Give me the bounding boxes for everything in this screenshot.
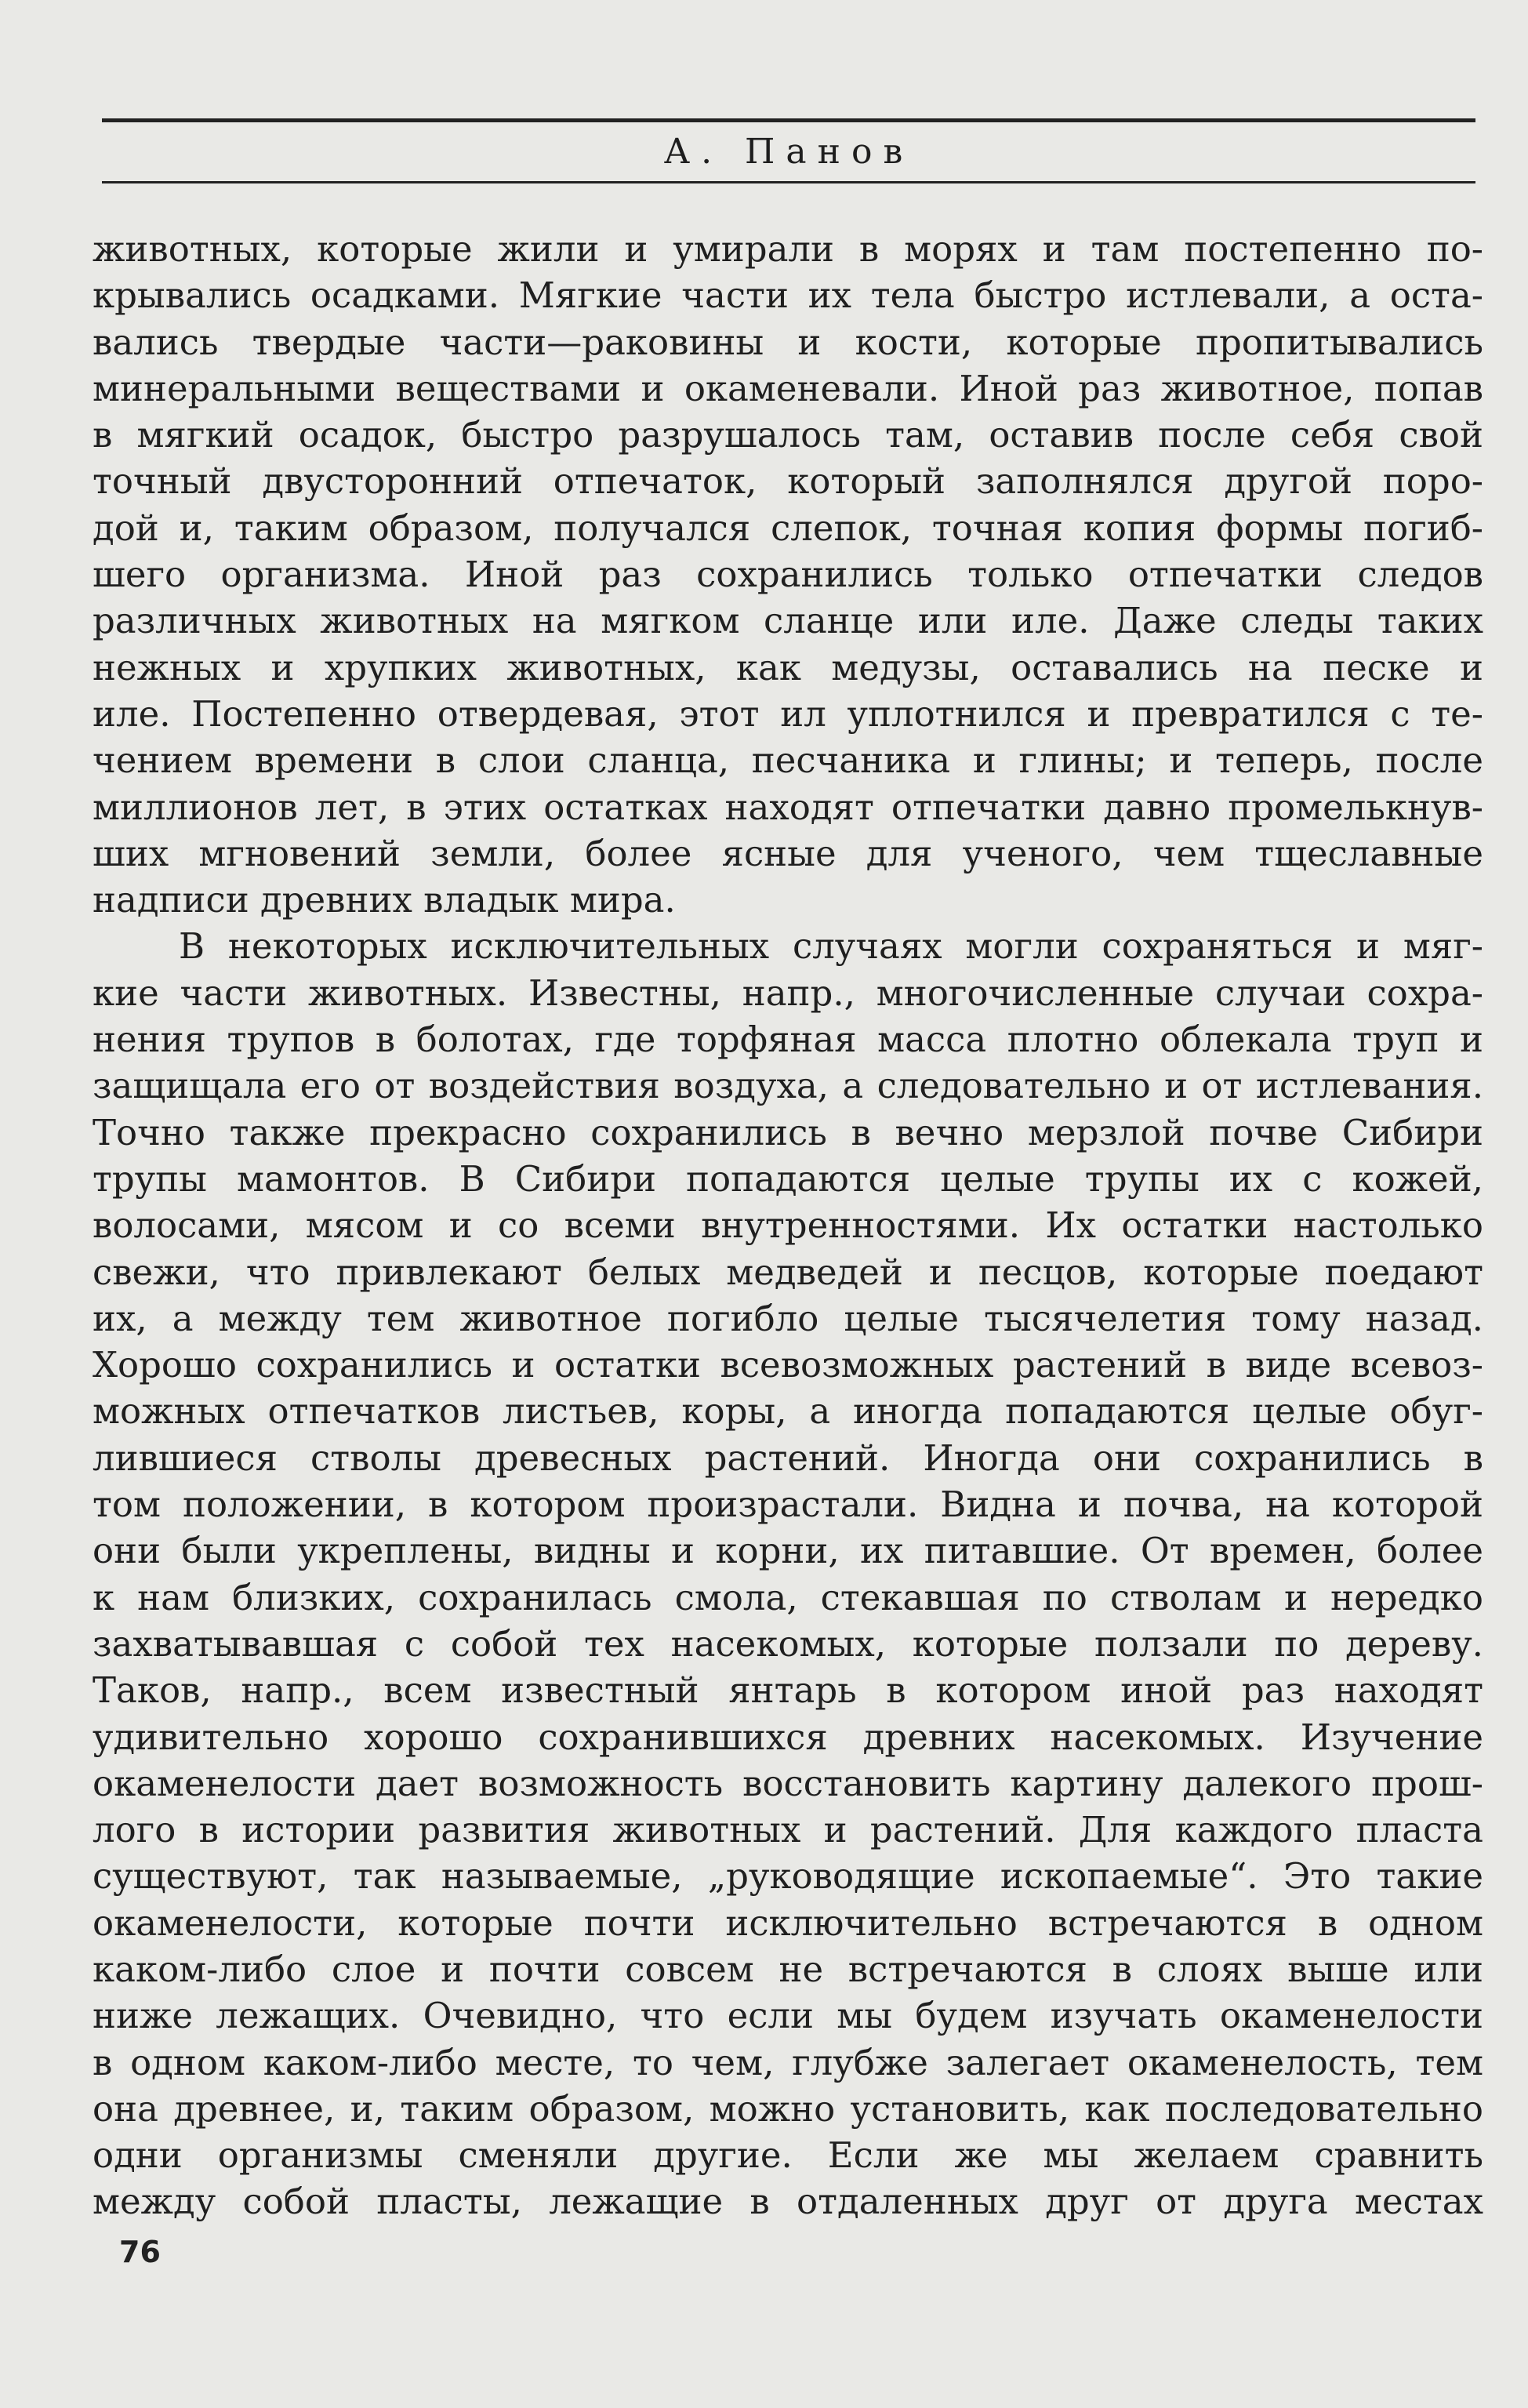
text-line: можных отпечатков листьев, коры, а иногда попадаются целые обуг- [93,1390,1483,1433]
text-line: существуют, так называемые, „руководящие ископаемые“. Это такие [93,1855,1483,1898]
text-line: кие части животных. Известны, напр., многочисленные случаи сохра- [93,972,1483,1014]
text-line: захватывавшая с собой тех насекомых, которые ползали по дереву. [93,1622,1483,1665]
text-line: крывались осадками. Мягкие части их тела быстро истлевали, а оста- [93,274,1483,317]
text-line: в мягкий осадок, быстро разрушалось там, оставив после себя свой [93,414,1483,456]
paragraph [93,923,1483,2225]
text-line: дой и, таким образом, получался слепок, точная копия формы погиб- [93,507,1483,549]
text-line: каком-либо слое и почти совсем не встречаются в слоях выше или [93,1948,1483,1990]
header-bottom-rule [102,181,1475,183]
text-line: лого в истории развития животных и растений. Для каждого пласта [93,1809,1483,1851]
text-line: Хорошо сохранились и остатки всевозможных растений в виде всевоз- [93,1344,1483,1386]
text-line: волосами, мясом и со всеми внутренностями. Их остатки настолько [93,1204,1483,1247]
text-line: чением времени в слои сланца, песчаника и глины; и теперь, после [93,739,1483,782]
text-line: она древнее, и, таким образом, можно установить, как последовательно [93,2087,1483,2130]
text-line: миллионов лет, в этих остатках находят отпечатки давно промелькнув- [93,786,1483,828]
text-line: В некоторых исключительных случаях могли сохраняться и мяг- [179,925,1483,968]
text-line: надписи древних владык мира. [93,879,676,921]
header-top-rule [102,118,1475,122]
text-line: шего организма. Иной раз сохранились только отпечатки следов [93,554,1483,596]
text-line: они были укреплены, видны и корни, их питавшие. От времен, более [93,1530,1483,1572]
text-line: иле. Постепенно отвердевая, этот ил уплотнился и превратился с те- [93,692,1483,735]
text-line: одни организмы сменяли другие. Если же мы желаем сравнить [93,2134,1483,2177]
text-line: нения трупов в болотах, где торфяная масса плотно облекала труп и [93,1019,1483,1061]
text-line: Таков, напр., всем известный янтарь в котором иной раз находят [93,1669,1483,1712]
text-line: нежных и хрупких животных, как медузы, оставались на песке и [93,646,1483,688]
text-line: вались твердые части—раковины и кости, которые пропитывались [93,321,1483,363]
body-text [93,226,1483,2225]
text-line: окаменелости, которые почти исключительно встречаются в одном [93,1901,1483,1944]
text-line: лившиеся стволы древесных растений. Иногда они сохранились в [93,1436,1483,1479]
text-line: ших мгновений земли, более ясные для ученого, чем тщеславные [93,832,1483,874]
text-line: защищала его от воздействия воздуха, а следовательно и от истлевания. [93,1065,1483,1107]
text-line: ниже лежащих. Очевидно, что если мы будем изучать окаменелости [93,1995,1483,2037]
text-line: их, а между тем животное погибло целые тысячелетия тому назад. [93,1297,1483,1339]
text-line: удивительно хорошо сохранившихся древних насекомых. Изучение [93,1716,1483,1758]
text-line: животных, которые жили и умирали в морях и там постепенно по- [93,228,1483,270]
page-number: 76 [119,2235,161,2269]
running-head: А. Панов [663,132,914,172]
text-line: в одном каком-либо месте, то чем, глубже залегает окаменелость, тем [93,2041,1483,2083]
text-line: Точно также прекрасно сохранились в вечно мерзлой почве Сибири [93,1111,1483,1153]
text-line: между собой пласты, лежащие в отдаленных друг от друга местах [93,2181,1483,2223]
text-line: свежи, что привлекают белых медведей и песцов, которые поедают [93,1251,1483,1293]
paragraph [93,226,1483,923]
text-line: окаменелости дает возможность восстановить картину далекого прош- [93,1762,1483,1804]
text-line: том положении, в котором произрастали. Видна и почва, на которой [93,1484,1483,1526]
text-line: различных животных на мягком сланце или иле. Даже следы таких [93,600,1483,642]
text-line: трупы мамонтов. В Сибири попадаются целые трупы их с кожей, [93,1157,1483,1200]
text-line: точный двусторонний отпечаток, который заполнялся другой поро- [93,460,1483,503]
text-line: к нам близких, сохранилась смола, стекавшая по стволам и нередко [93,1576,1483,1618]
text-line: минеральными веществами и окаменевали. Иной раз животное, попав [93,367,1483,409]
